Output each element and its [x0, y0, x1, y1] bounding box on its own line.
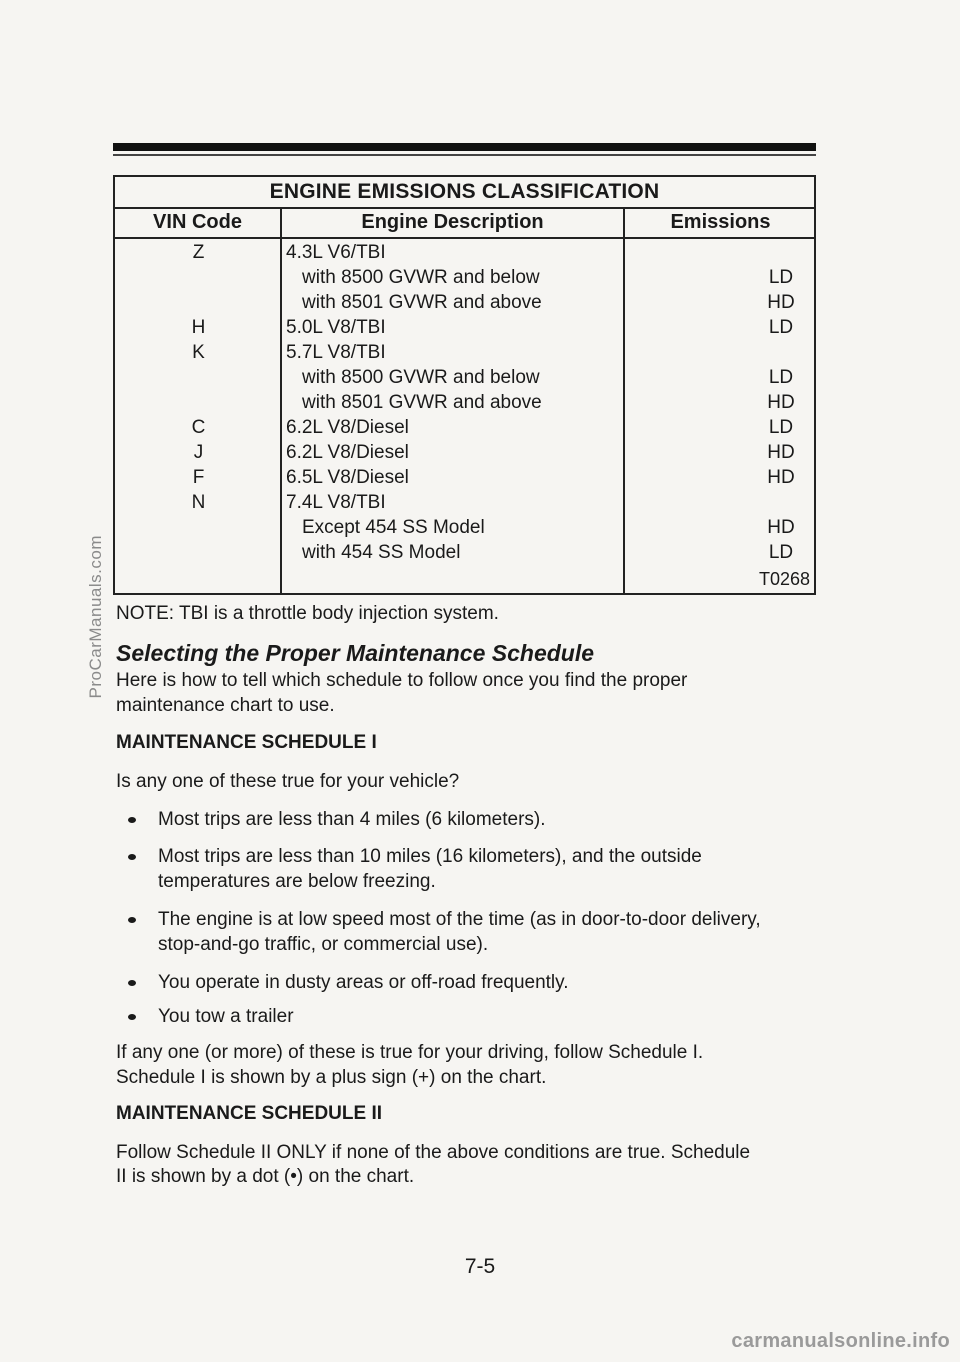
- vin-code-cell: Z: [192, 242, 205, 263]
- table-code: T0268: [758, 569, 810, 589]
- engine-description-cell: with 8500 GVWR and below: [302, 367, 540, 388]
- table-row: [115, 340, 814, 365]
- vin-code-cell: K: [192, 342, 205, 363]
- header-emissions: Emissions: [670, 211, 771, 233]
- emissions-cell: HD: [767, 292, 795, 313]
- engine-description-cell: with 8500 GVWR and below: [302, 267, 540, 288]
- schedule-1-heading: MAINTENANCE SCHEDULE I: [116, 732, 377, 753]
- header-engine-description: Engine Description: [361, 211, 544, 233]
- engine-description-cell: 5.7L V8/TBI: [286, 342, 386, 363]
- engine-description-cell: 4.3L V6/TBI: [286, 242, 386, 263]
- table-row: [115, 465, 814, 490]
- engine-description-cell: with 8501 GVWR and above: [302, 392, 542, 413]
- vin-code-cell: H: [191, 317, 206, 338]
- engine-description-cell: Except 454 SS Model: [302, 517, 485, 538]
- side-watermark: ProCarManuals.com: [86, 535, 105, 699]
- schedule-1-after-2: Schedule I is shown by a plus sign (+) on the chart.: [116, 1067, 547, 1088]
- emissions-cell: LD: [768, 367, 794, 388]
- vin-code-cell: N: [191, 492, 206, 513]
- bullet-icon: [128, 917, 136, 923]
- bullet-text: Most trips are less than 4 miles (6 kilometers).: [158, 809, 546, 830]
- top-rule-thin: [113, 154, 816, 156]
- emissions-cell: HD: [767, 442, 795, 463]
- section-title: Selecting the Proper Maintenance Schedule: [116, 640, 595, 666]
- table-title: ENGINE EMISSIONS CLASSIFICATION: [269, 180, 660, 203]
- vin-code-cell: J: [193, 442, 204, 463]
- table-row: [115, 315, 814, 340]
- emissions-cell: HD: [767, 392, 795, 413]
- engine-description-cell: 6.2L V8/Diesel: [286, 417, 409, 438]
- bullet-text: temperatures are below freezing.: [158, 871, 436, 892]
- schedule-2-line-2: II is shown by a dot (•) on the chart.: [116, 1166, 415, 1187]
- table-row: [115, 365, 814, 390]
- engine-description-cell: 6.2L V8/Diesel: [286, 442, 409, 463]
- note-text: NOTE: TBI is a throttle body injection system.: [116, 603, 499, 624]
- schedule-2-heading: MAINTENANCE SCHEDULE II: [116, 1103, 383, 1124]
- top-rule: [113, 143, 816, 151]
- vin-code-cell: C: [191, 417, 206, 438]
- bullet-text: The engine is at low speed most of the time (as in door-to-door delivery,: [158, 909, 761, 930]
- table-row: [115, 440, 814, 465]
- table-row: [115, 265, 814, 290]
- table-row: [115, 515, 814, 540]
- bullet-text: You tow a trailer: [158, 1006, 294, 1027]
- table-row: [115, 240, 814, 265]
- bottom-watermark: carmanualsonline.info: [731, 1330, 950, 1352]
- bullet-text: You operate in dusty areas or off-road frequently.: [158, 972, 569, 993]
- engine-description-cell: 6.5L V8/Diesel: [286, 467, 409, 488]
- table-row: [115, 540, 814, 565]
- engine-description-cell: 7.4L V8/TBI: [286, 492, 386, 513]
- bullet-icon: [128, 817, 136, 823]
- emissions-cell: HD: [767, 517, 795, 538]
- bullet-icon: [128, 980, 136, 986]
- bullet-text: stop-and-go traffic, or commercial use).: [158, 934, 489, 955]
- schedule-1-after-1: If any one (or more) of these is true for your driving, follow Schedule I.: [116, 1042, 704, 1063]
- bullet-icon: [128, 854, 136, 860]
- table-row: [115, 415, 814, 440]
- emissions-cell: LD: [768, 417, 794, 438]
- engine-description-cell: with 454 SS Model: [302, 542, 461, 563]
- emissions-cell: LD: [768, 542, 794, 563]
- schedule-1-question: Is any one of these true for your vehicle?: [116, 771, 460, 792]
- page-number: 7-5: [464, 1255, 496, 1278]
- schedule-2-line-1: Follow Schedule II ONLY if none of the above conditions are true. Schedule: [116, 1142, 751, 1163]
- bullet-text: Most trips are less than 10 miles (16 kilometers), and the outside: [158, 846, 702, 867]
- emissions-cell: LD: [768, 267, 794, 288]
- emissions-table: [113, 175, 816, 595]
- engine-description-cell: with 8501 GVWR and above: [302, 292, 542, 313]
- intro-line-2: maintenance chart to use.: [116, 695, 335, 716]
- vin-code-cell: F: [192, 467, 205, 488]
- engine-description-cell: 5.0L V8/TBI: [286, 317, 386, 338]
- intro-line-1: Here is how to tell which schedule to follow once you find the proper: [116, 670, 688, 691]
- bullet-icon: [128, 1014, 136, 1020]
- emissions-cell: LD: [768, 317, 794, 338]
- table-divider: [115, 237, 814, 239]
- table-row: [115, 290, 814, 315]
- table-row: [115, 490, 814, 515]
- header-vin-code: VIN Code: [153, 211, 242, 233]
- emissions-cell: HD: [767, 467, 795, 488]
- table-row: [115, 390, 814, 415]
